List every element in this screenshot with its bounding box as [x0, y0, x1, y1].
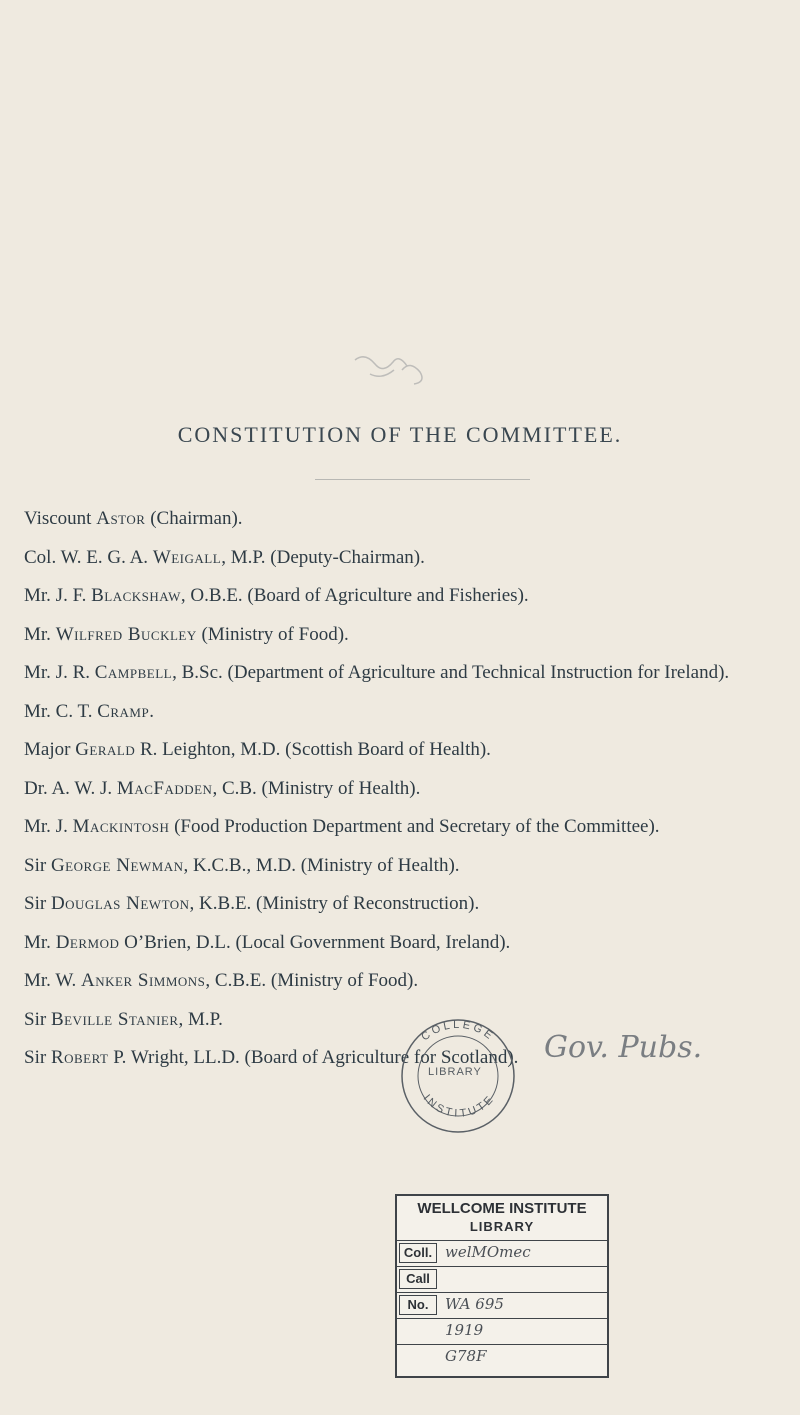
library-stamp	[390, 1016, 530, 1136]
member-line: Mr. J. F. Blackshaw, O.B.E. (Board of Agriculture and Fisheries).	[24, 585, 529, 606]
document-title: CONSTITUTION OF THE COMMITTEE.	[177, 422, 623, 447]
library-stamp-label: LIBRARY	[428, 1066, 482, 1078]
stamp-field-value: G78F	[445, 1347, 487, 1365]
member-line: Sir George Newman, K.C.B., M.D. (Ministry of Health).	[24, 854, 460, 876]
wellcome-stamp-row	[397, 1344, 607, 1367]
member-line: Mr. J. R. Campbell, B.Sc. (Department of Agriculture and Technical Instruction for Ireland).	[24, 662, 730, 683]
member-line: Viscount Astor (Chairman).	[24, 508, 243, 529]
wellcome-stamp-row	[397, 1266, 607, 1289]
member-line: Sir Beville Stanier, M.P.	[24, 1008, 223, 1030]
stamp-field-value: 1919	[445, 1321, 484, 1339]
member-line: Sir Robert P. Wright, LL.D. (Board of Agriculture for Scotland).	[24, 1047, 519, 1068]
member-line: Dr. A. W. J. MacFadden, C.B. (Ministry of Health).	[24, 777, 421, 799]
member-line: Mr. C. T. Cramp.	[24, 700, 154, 722]
title-divider	[315, 479, 530, 480]
library-stamp-arc-top: COLLEGE	[419, 1018, 497, 1044]
handwritten-annotation: Gov. Pubs.	[544, 1030, 703, 1065]
member-line: Col. W. E. G. A. Weigall, M.P. (Deputy-Chairman).	[24, 546, 425, 568]
svg-text:INSTITUTE	[421, 1092, 498, 1120]
committee-member-list	[24, 500, 794, 1078]
member-line: Major Gerald R. Leighton, M.D. (Scottish Board of Health).	[24, 739, 491, 760]
stamp-field-value: WA 695	[445, 1295, 504, 1313]
member-line: Mr. W. Anker Simmons, C.B.E. (Ministry of Food).	[24, 970, 419, 991]
stamp-field-value: welMOmec	[445, 1243, 531, 1261]
stamp-field-label: Coll.	[399, 1243, 437, 1263]
wellcome-stamp-row	[397, 1240, 607, 1263]
member-line: Mr. Wilfred Buckley (Ministry of Food).	[24, 623, 349, 645]
stamp-field-label: Call	[399, 1269, 437, 1289]
wellcome-stamp-header	[397, 1196, 607, 1236]
library-stamp-arc-bottom: INSTITUTE	[420, 1092, 498, 1120]
wellcome-stamp-row	[397, 1292, 607, 1315]
wellcome-stamp-line2: LIBRARY	[469, 1219, 535, 1234]
svg-text:COLLEGE	[419, 1019, 497, 1043]
stamp-field-label: No.	[399, 1295, 437, 1315]
member-line: Mr. J. Mackintosh (Food Production Department and Secretary of the Committee).	[24, 816, 660, 837]
wellcome-library-stamp	[395, 1194, 609, 1378]
wellcome-stamp-row	[397, 1318, 607, 1341]
wellcome-stamp-line1: WELLCOME INSTITUTE	[417, 1200, 587, 1217]
member-line: Mr. Dermod O’Brien, D.L. (Local Government Board, Ireland).	[24, 931, 511, 953]
pencil-scribble	[340, 340, 460, 400]
member-line: Sir Douglas Newton, K.B.E. (Ministry of Reconstruction).	[24, 893, 480, 914]
